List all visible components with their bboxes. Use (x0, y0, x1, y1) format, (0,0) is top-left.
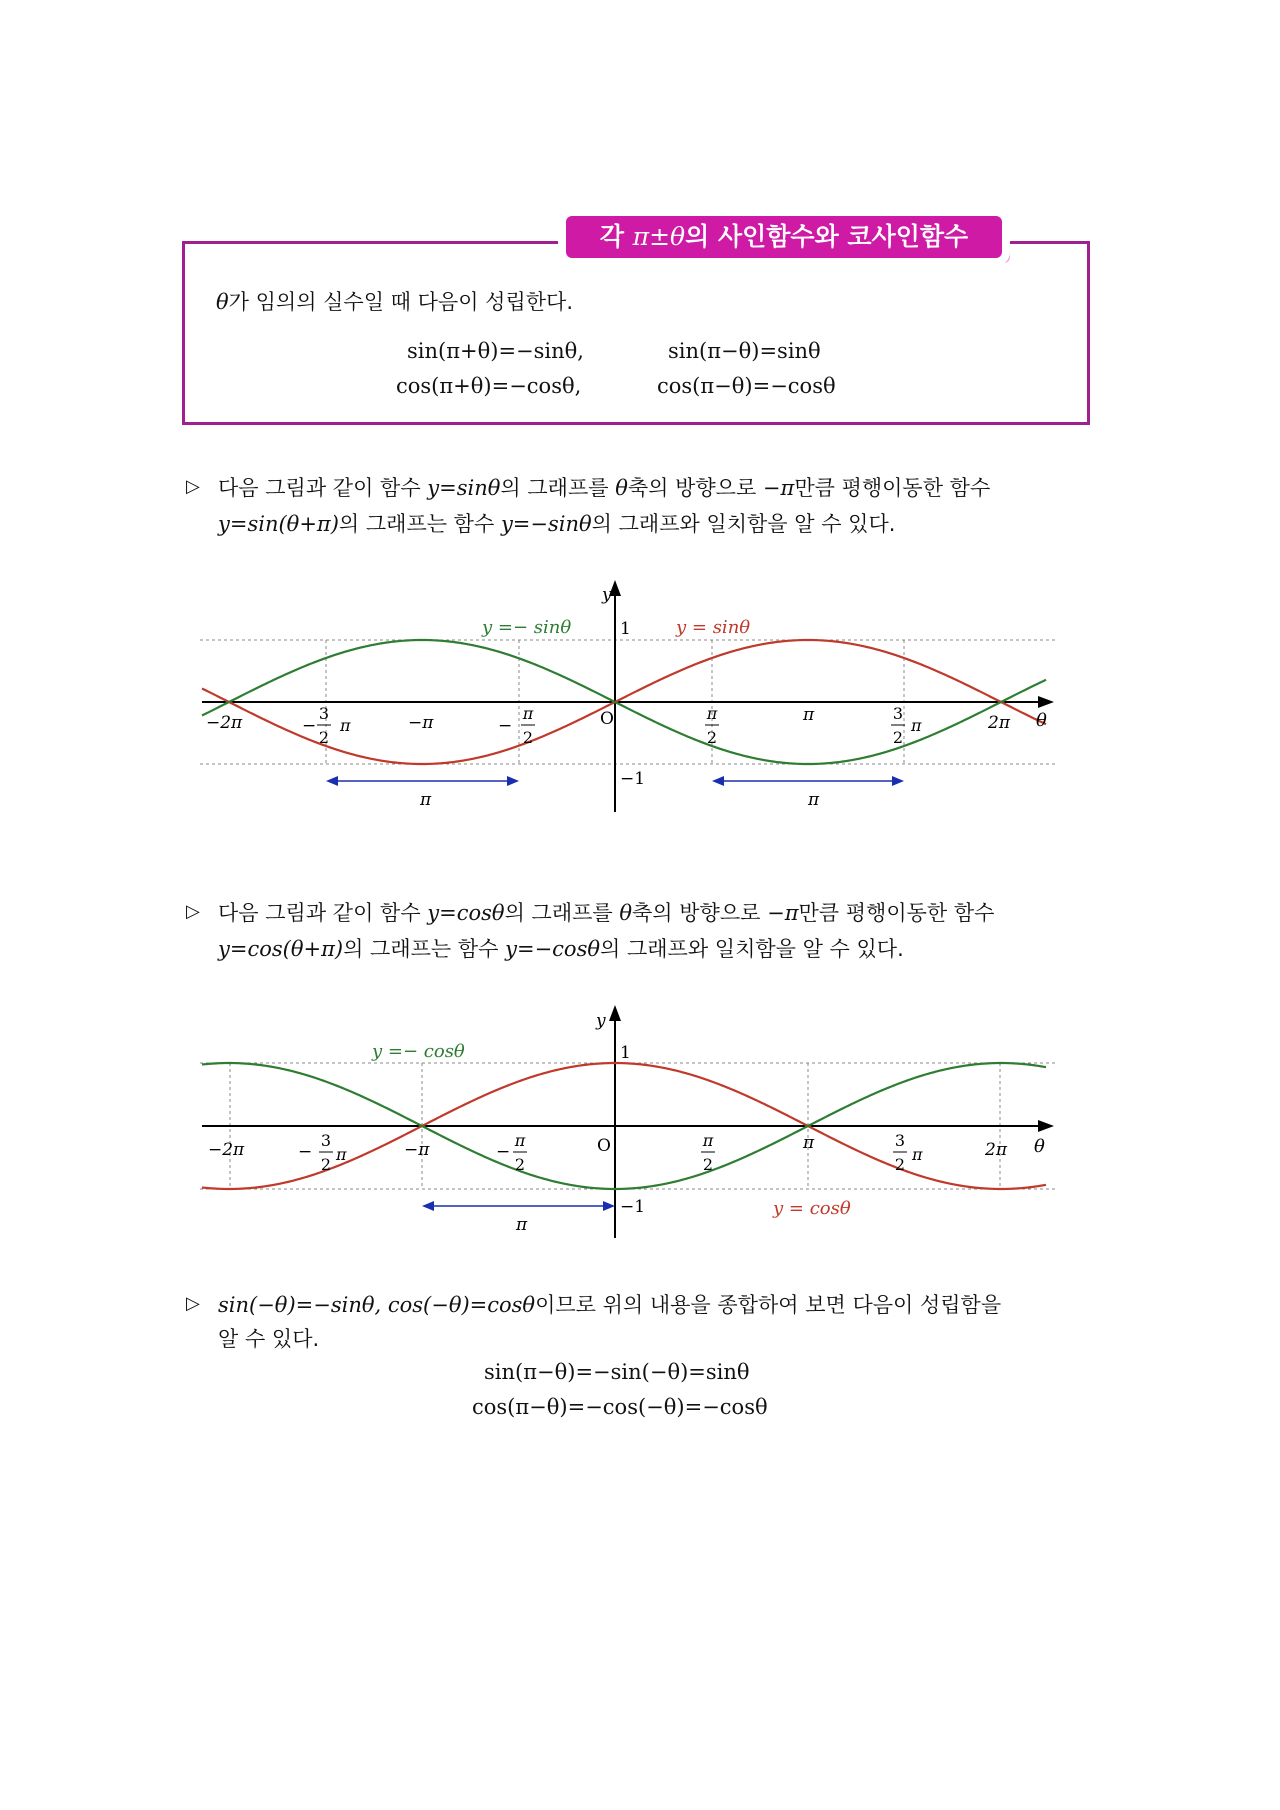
para3-line1: sin(−θ)=−sinθ, cos(−θ)=cosθ이므로 위의 내용을 종합하여 보면 다음이 성립함을 (218, 1293, 1002, 1317)
bullet-marker: ▷ (186, 1293, 200, 1314)
y-tick-minus-1: −1 (620, 769, 646, 789)
tick-minus-sign: − (498, 716, 513, 736)
tick-denominator: 2 (702, 1155, 714, 1174)
arrow-head (603, 1201, 615, 1211)
origin-label: O (600, 709, 614, 729)
tick-numerator: 3 (320, 1131, 332, 1150)
tick-denominator: 2 (514, 1155, 526, 1174)
tick-minus-pi: −π (408, 713, 434, 733)
tick-pi: π (912, 1145, 923, 1164)
tick-pi-2 (701, 1131, 715, 1174)
para2-line2: y=cos(θ+π)의 그래프는 함수 y=−cosθ의 그래프와 일치함을 알 수 있다. (218, 937, 904, 961)
y-tick-1: 1 (620, 1043, 631, 1063)
bullet-marker: ▷ (186, 901, 200, 922)
arrow-label: π (808, 790, 820, 810)
para3-line2: 알 수 있다. (218, 1327, 320, 1351)
shift-arrow-left (326, 776, 519, 810)
tick-pi: π (336, 1145, 347, 1164)
tick-minus-sign: − (496, 1142, 511, 1162)
arrow-head (422, 1201, 434, 1211)
tick-numerator: π (702, 1131, 714, 1150)
para1-line1: 다음 그림과 같이 함수 y=sinθ의 그래프를 θ축의 방향으로 −π만큼 평행이동한 함수 (218, 476, 991, 500)
tick-numerator: 3 (892, 704, 904, 723)
tick-minus-sign: − (298, 1142, 313, 1162)
legend-neg-sin: y =− sinθ (482, 617, 572, 638)
tick-3-2-pi (893, 1131, 923, 1174)
x-axis-label: θ (1036, 710, 1047, 731)
tick-minus-3-2-pi (298, 1131, 347, 1174)
x-axis-label: θ (1034, 1136, 1045, 1157)
formula-sin-minus: sin(π−θ)=sinθ (668, 339, 821, 363)
tick-denominator: 2 (522, 728, 534, 747)
y-tick-1: 1 (620, 619, 631, 639)
arrow-head (326, 776, 338, 786)
y-axis-label: y (596, 1011, 606, 1031)
tick-denominator: 2 (320, 1155, 332, 1174)
box-intro: θ가 임의의 실수일 때 다음이 성립한다. (216, 290, 573, 314)
para1-line2: y=sin(θ+π)의 그래프는 함수 y=−sinθ의 그래프와 일치함을 알 수 있다. (218, 512, 896, 536)
formula-sin-plus: sin(π+θ)=−sinθ, (407, 339, 584, 363)
shift-arrow-right (712, 776, 904, 810)
origin-label: O (597, 1136, 611, 1156)
y-axis-arrow (609, 1005, 621, 1021)
arrow-label: π (516, 1215, 528, 1235)
summary-eq-cos: cos(π−θ)=−cos(−θ)=−cosθ (472, 1395, 768, 1419)
tick-pi: π (340, 716, 351, 735)
tick-numerator: 3 (894, 1131, 906, 1150)
arrow-head (892, 776, 904, 786)
tick-minus-2pi: −2π (208, 1140, 245, 1160)
y-axis-label: y (602, 585, 612, 605)
legend-sin: y = sinθ (676, 617, 751, 638)
y-tick-minus-1: −1 (620, 1197, 646, 1217)
cosine-graph (200, 1005, 1056, 1238)
tick-2pi: 2π (988, 713, 1010, 733)
para2-line1: 다음 그림과 같이 함수 y=cosθ의 그래프를 θ축의 방향으로 −π만큼 평행이동한 함수 (218, 901, 995, 925)
tick-minus-pi: −π (404, 1140, 430, 1160)
x-axis-arrow (1038, 696, 1054, 708)
tick-pi: π (803, 705, 815, 725)
x-axis-arrow (1038, 1120, 1054, 1132)
formula-cos-minus: cos(π−θ)=−cosθ (657, 374, 836, 398)
legend-neg-cos: y =− cosθ (372, 1041, 465, 1062)
tick-minus-sign: − (302, 716, 317, 736)
tick-numerator: 3 (318, 704, 330, 723)
summary-eq-sin: sin(π−θ)=−sin(−θ)=sinθ (484, 1360, 750, 1384)
tick-denominator: 2 (706, 728, 718, 747)
formula-cos-plus: cos(π+θ)=−cosθ, (396, 374, 582, 398)
bullet-marker: ▷ (186, 476, 200, 497)
arrow-head (712, 776, 724, 786)
tick-denominator: 2 (892, 728, 904, 747)
tick-minus-pi-2 (498, 704, 535, 747)
tick-minus-2pi: −2π (206, 713, 243, 733)
arrow-label: π (420, 790, 432, 810)
shift-arrow (422, 1201, 615, 1235)
tick-denominator: 2 (318, 728, 330, 747)
tick-pi-2 (705, 704, 719, 747)
tick-2pi: 2π (985, 1140, 1007, 1160)
box-title: 각 π±θ의 사인함수와 코사인함수 (566, 216, 1002, 258)
tick-numerator: π (522, 704, 534, 723)
tick-pi: π (911, 716, 922, 735)
arrow-head (507, 776, 519, 786)
tick-denominator: 2 (894, 1155, 906, 1174)
tick-numerator: π (706, 704, 718, 723)
legend-cos: y = cosθ (773, 1198, 851, 1219)
tick-pi: π (803, 1133, 815, 1153)
tick-numerator: π (514, 1131, 526, 1150)
